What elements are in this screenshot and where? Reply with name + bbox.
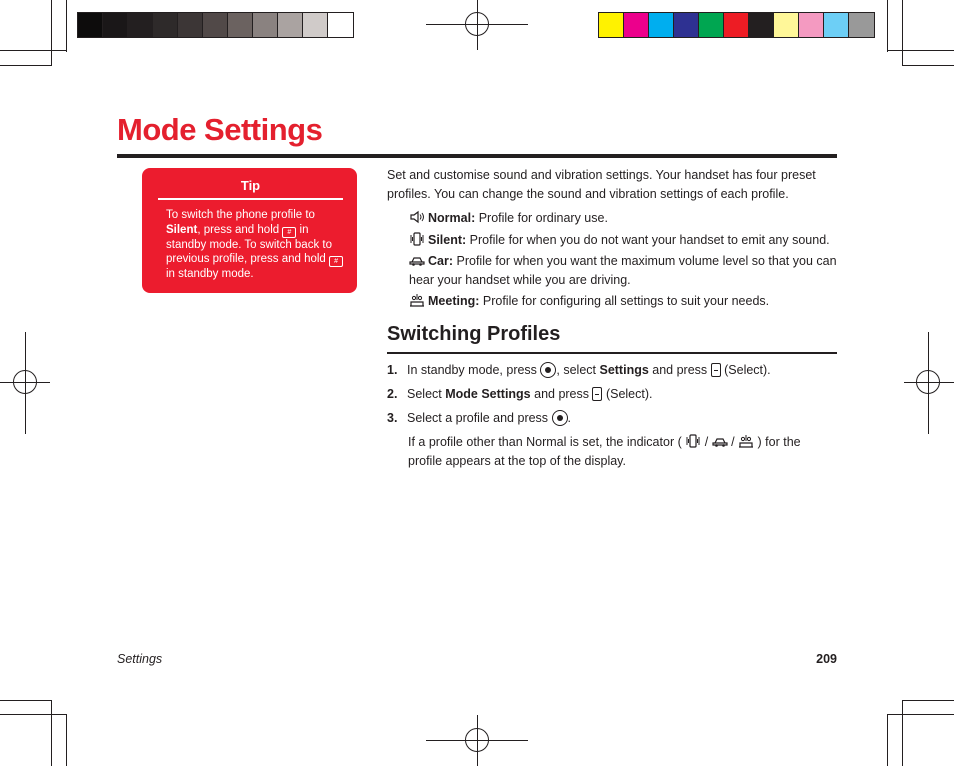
profile-item-meeting bbox=[409, 292, 837, 311]
page-title: Mode Settings bbox=[117, 112, 323, 147]
color-swatch bbox=[799, 13, 824, 37]
profile-item-silent bbox=[409, 231, 837, 250]
step-text: and press bbox=[648, 363, 711, 377]
intro-paragraph: Set and customise sound and vibration settings. Your handset has four preset profiles. You can change the sound and vibration settings of each profile. bbox=[387, 168, 816, 201]
hash-key-icon: # bbox=[282, 227, 296, 238]
tip-text bbox=[166, 208, 343, 282]
profile-desc: Profile for ordinary use. bbox=[475, 211, 608, 225]
gray-swatch bbox=[128, 13, 153, 37]
gray-swatch bbox=[253, 13, 278, 37]
meeting-icon bbox=[738, 434, 754, 448]
color-swatch bbox=[724, 13, 749, 37]
profile-desc: Profile for configuring all settings to suit your needs. bbox=[479, 294, 770, 308]
step-text: and press bbox=[530, 387, 593, 401]
profile-name: Normal: bbox=[428, 211, 476, 225]
note-separator: / bbox=[727, 435, 739, 449]
hash-key-icon: # bbox=[329, 256, 343, 267]
step-item bbox=[387, 361, 837, 380]
step-text: , select bbox=[556, 363, 600, 377]
color-swatch bbox=[749, 13, 774, 37]
tip-heading: Tip bbox=[158, 178, 343, 200]
step-note bbox=[408, 433, 837, 471]
vibrate-icon bbox=[685, 434, 701, 448]
vibrate-icon bbox=[409, 232, 425, 246]
tip-box bbox=[142, 168, 357, 293]
profile-item-normal bbox=[409, 209, 837, 228]
profile-name: Silent: bbox=[428, 233, 467, 247]
step-item bbox=[387, 409, 837, 428]
color-swatch bbox=[649, 13, 674, 37]
step-number: 1. bbox=[387, 363, 398, 377]
tip-text-part: in standby mode. bbox=[166, 268, 254, 280]
footer-section-name: Settings bbox=[117, 652, 163, 666]
step-bold: Mode Settings bbox=[445, 387, 531, 401]
gray-swatch bbox=[78, 13, 103, 37]
color-swatch bbox=[624, 13, 649, 37]
step-number: 3. bbox=[387, 411, 398, 425]
grayscale-swatch-bar bbox=[77, 12, 354, 38]
footer-page-number: 209 bbox=[816, 652, 837, 666]
tip-text-part: in standby mode. To switch back to previous profile, press and hold bbox=[166, 223, 332, 265]
step-text: (Select). bbox=[720, 363, 771, 377]
center-key-icon bbox=[552, 410, 568, 426]
color-swatch bbox=[699, 13, 724, 37]
gray-swatch bbox=[328, 13, 353, 37]
color-swatch-bar bbox=[598, 12, 875, 38]
section-heading: Switching Profiles bbox=[387, 323, 561, 345]
tip-bold-word: Silent bbox=[166, 223, 198, 236]
profile-item-car bbox=[409, 252, 837, 290]
title-rule bbox=[117, 154, 837, 158]
profile-desc: Profile for when you want the maximum volume level so that you can hear your handset while you are driving. bbox=[409, 254, 837, 287]
tip-text-part: To switch the phone profile to bbox=[166, 209, 315, 221]
color-swatch bbox=[599, 13, 624, 37]
step-bold: Settings bbox=[599, 363, 649, 377]
color-swatch bbox=[849, 13, 874, 37]
note-text: ) for the profile appears at the top of the display. bbox=[408, 435, 801, 468]
step-text: . bbox=[567, 411, 572, 425]
gray-swatch bbox=[228, 13, 253, 37]
section-rule bbox=[387, 352, 837, 354]
step-text: Select bbox=[407, 387, 446, 401]
color-swatch bbox=[674, 13, 699, 37]
profile-desc: Profile for when you do not want your handset to emit any sound. bbox=[466, 233, 830, 247]
center-key-icon bbox=[540, 362, 556, 378]
profile-name: Meeting: bbox=[428, 294, 480, 308]
softkey-icon bbox=[711, 363, 721, 377]
meeting-icon bbox=[409, 293, 425, 307]
color-swatch bbox=[824, 13, 849, 37]
note-text: If a profile other than Normal is set, the indicator ( bbox=[408, 435, 686, 449]
speaker-icon bbox=[409, 210, 425, 224]
profile-name: Car: bbox=[428, 254, 454, 268]
gray-swatch bbox=[178, 13, 203, 37]
gray-swatch bbox=[278, 13, 303, 37]
step-text: In standby mode, press bbox=[407, 363, 541, 377]
gray-swatch bbox=[203, 13, 228, 37]
note-separator: / bbox=[701, 435, 712, 449]
car-icon bbox=[712, 434, 728, 448]
car-icon bbox=[409, 253, 425, 267]
gray-swatch bbox=[153, 13, 178, 37]
gray-swatch bbox=[303, 13, 328, 37]
gray-swatch bbox=[103, 13, 128, 37]
softkey-icon bbox=[592, 387, 602, 401]
step-text: Select a profile and press bbox=[407, 411, 552, 425]
step-number: 2. bbox=[387, 387, 398, 401]
color-swatch bbox=[774, 13, 799, 37]
tip-text-part: , press and hold bbox=[197, 223, 283, 236]
step-text: (Select). bbox=[602, 387, 653, 401]
step-item bbox=[387, 385, 837, 404]
